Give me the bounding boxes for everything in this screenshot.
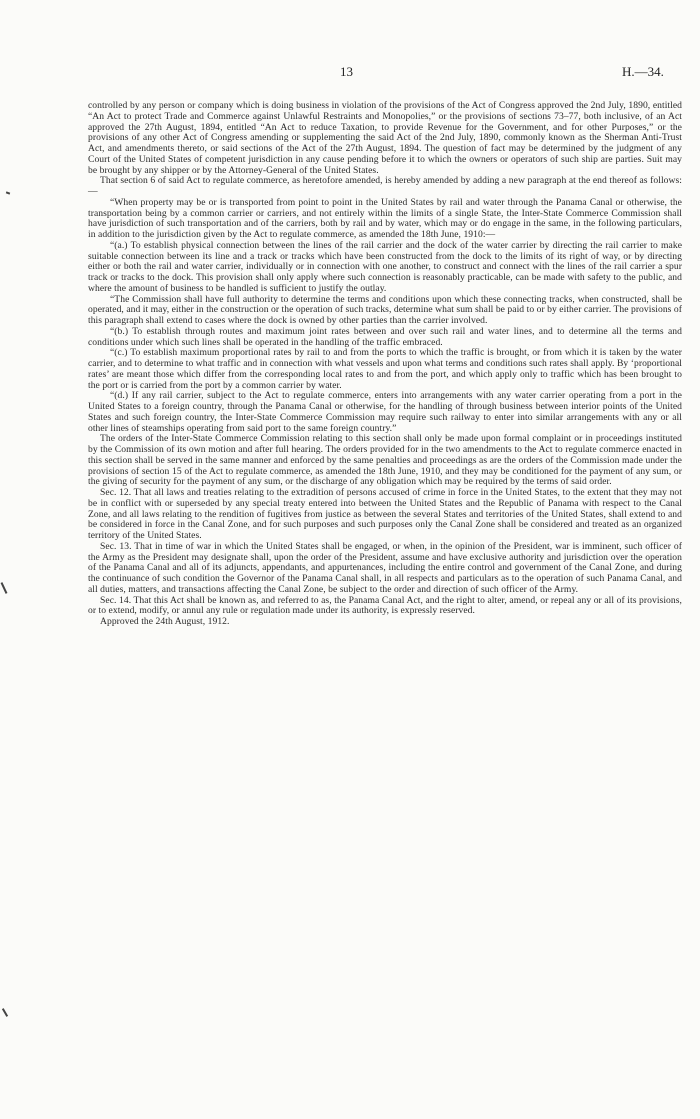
- paragraph-clause-c: “(c.) To establish maximum proportional rates by rail to and from the ports to which the traffic is brought, or from which it is taken by the water carrier, and to determine to what traffic and in connection with what vessels and upon what terms and conditions such rates shall apply. By ‘proportional rates’ are meant those which differ from the corresponding local rates to and from the port, and which apply only to traffic which has been brought to the port or is carried from the port by a common carrier by water.: [88, 347, 682, 391]
- paragraph-sec-12: Sec. 12. That all laws and treaties relating to the extradition of persons accused of crime in force in the United States, to the extent that they may not be in conflict with or superseded by any special treaty entered into between the United States and the Republic of Panama with respect to the Canal Zone, and all laws relating to the rendition of fugitives from justice as between the several States and territories of the United States, shall extend to and be considered in force in the Canal Zone, and for such purposes and such purposes only the Canal Zone shall be considered and treated as an organized territory of the United States.: [88, 487, 682, 541]
- paragraph-sec-14: Sec. 14. That this Act shall be known as, and referred to as, the Panama Canal Act, and the right to alter, amend, or repeal any or all of its provisions, or to extend, modify, or annul any rule or regulation made under its authority, is expressly reserved.: [88, 594, 682, 617]
- paragraph-section-6-amendment: That section 6 of said Act to regulate commerce, as heretofore amended, is hereby amended by adding a new paragraph at the end thereof as follows:—: [88, 175, 682, 197]
- page-number: 13: [340, 64, 353, 79]
- scan-speck: [2, 1008, 8, 1017]
- paragraph-clause-d: “(d.) If any rail carrier, subject to the Act to regulate commerce, enters into arrangements with any water carrier operating from a port in the United States to a foreign country, through the Panama Canal or otherwise, for the handling of through business between interior points of the United States and such foreign country, the Inter-State Commerce Commission may require such railway to enter into similar arrangements with any or all other lines of steamships operating from said port to the same foreign country.”: [88, 390, 682, 434]
- document-body: [88, 101, 682, 628]
- paragraph-commission-authority: “The Commission shall have full authority to determine the terms and conditions upon which these connecting tracks, when constructed, shall be operated, and it may, either in the construction or the operation of such tracks, determine what sum shall be paid to or by either carrier. The provisions of this paragraph shall extend to cases where the dock is owned by other parties than the carrier involved.: [88, 293, 682, 326]
- approval-line: Approved the 24th August, 1912.: [100, 616, 230, 627]
- paragraph-continuation: controlled by any person or company which is doing business in violation of the provisions of the Act of Congress approved the 2nd July, 1890, entitled “An Act to protect Trade and Commerce against Unlawful Restraints and Monopolies,” or the provisions of sections 73–77, both inclusive, of an Act approved the 27th August, 1894, entitled “An Act to reduce Taxation, to provide Revenue for the Government, and for other Purposes,” or the provisions of any other Act of Congress amending or supplementing the said Act of the 2nd July, 1890, commonly known as the Sherman Anti-Trust Act, and amendments thereto, or said sections of the Act of the 27th August, 1894. The question of fact may be determined by the judgment of any Court of the United States of competent jurisdiction in any cause pending before it to which the owners or operators of such ship are parties. Suit may be brought by any shipper or by the Attorney-General of the United States.: [88, 100, 682, 176]
- paragraph-orders: The orders of the Inter-State Commerce Commission relating to this section shall only be made upon formal complaint or in proceedings instituted by the Commission of its own motion and after full hearing. The orders provided for in the two amendments to the Act to regulate commerce enacted in this section shall be served in the same manner and enforced by the same penalties and proceedings as are the orders of the Commission made under the provisions of section 15 of the Act to regulate commerce, as amended the 18th June, 1910, and they may be conditioned for the payment of any sum, or the giving of security for the payment of any sum, or the discharge of any obligation which may be required by the terms of said order.: [88, 433, 682, 488]
- page-header: [0, 64, 700, 80]
- document-reference: H.—34.: [622, 64, 664, 79]
- scan-speck: [1, 582, 8, 594]
- scan-speck: [6, 191, 10, 194]
- paragraph-clause-a: “(a.) To establish physical connection between the lines of the rail carrier and the dock of the water carrier by directing the rail carrier to make suitable connection between its line and a track or tracks which have been constructed from the dock to the limits of its right of way, or by directing either or both the rail and water carrier, individually or in connection with one another, to construct and connect with the lines of the rail carrier a spur track or tracks to the dock. This provision shall only apply where such connection is reasonably practicable, can be made with safety to the public, and where the amount of business to be handled is sufficient to justify the outlay.: [88, 239, 682, 294]
- paragraph-clause-b: “(b.) To establish through routes and maximum joint rates between and over such rail and water lines, and to determine all the terms and conditions under which such lines shall be operated in the handling of the traffic embraced.: [88, 325, 682, 348]
- paragraph-rail-and-water: “When property may be or is transported from point to point in the United States by rail and water through the Panama Canal or otherwise, the transportation being by a common carrier or carriers, and not entirely within the limits of a single State, the Inter-State Commerce Commission shall have jurisdiction of such transportation and of the carriers, both by rail and by water, which may or do engage in the same, in the following particulars, in addition to the jurisdiction given by the Act to regulate commerce, as amended the 18th June, 1910:—: [88, 196, 682, 240]
- paragraph-sec-13: Sec. 13. That in time of war in which the United States shall be engaged, or when, in the opinion of the President, war is imminent, such officer of the Army as the President may designate shall, upon the order of the President, assume and have exclusive authority and jurisdiction over the operation of the Panama Canal and all of its adjuncts, appendants, and appurtenances, including the entire control and government of the Canal Zone, and during the continuance of such condition the Governor of the Panama Canal shall, in all respects and particulars as to the operation of such Panama Canal, and all duties, matters, and transactions affecting the Canal Zone, be subject to the order and direction of such officer of the Army.: [88, 540, 682, 595]
